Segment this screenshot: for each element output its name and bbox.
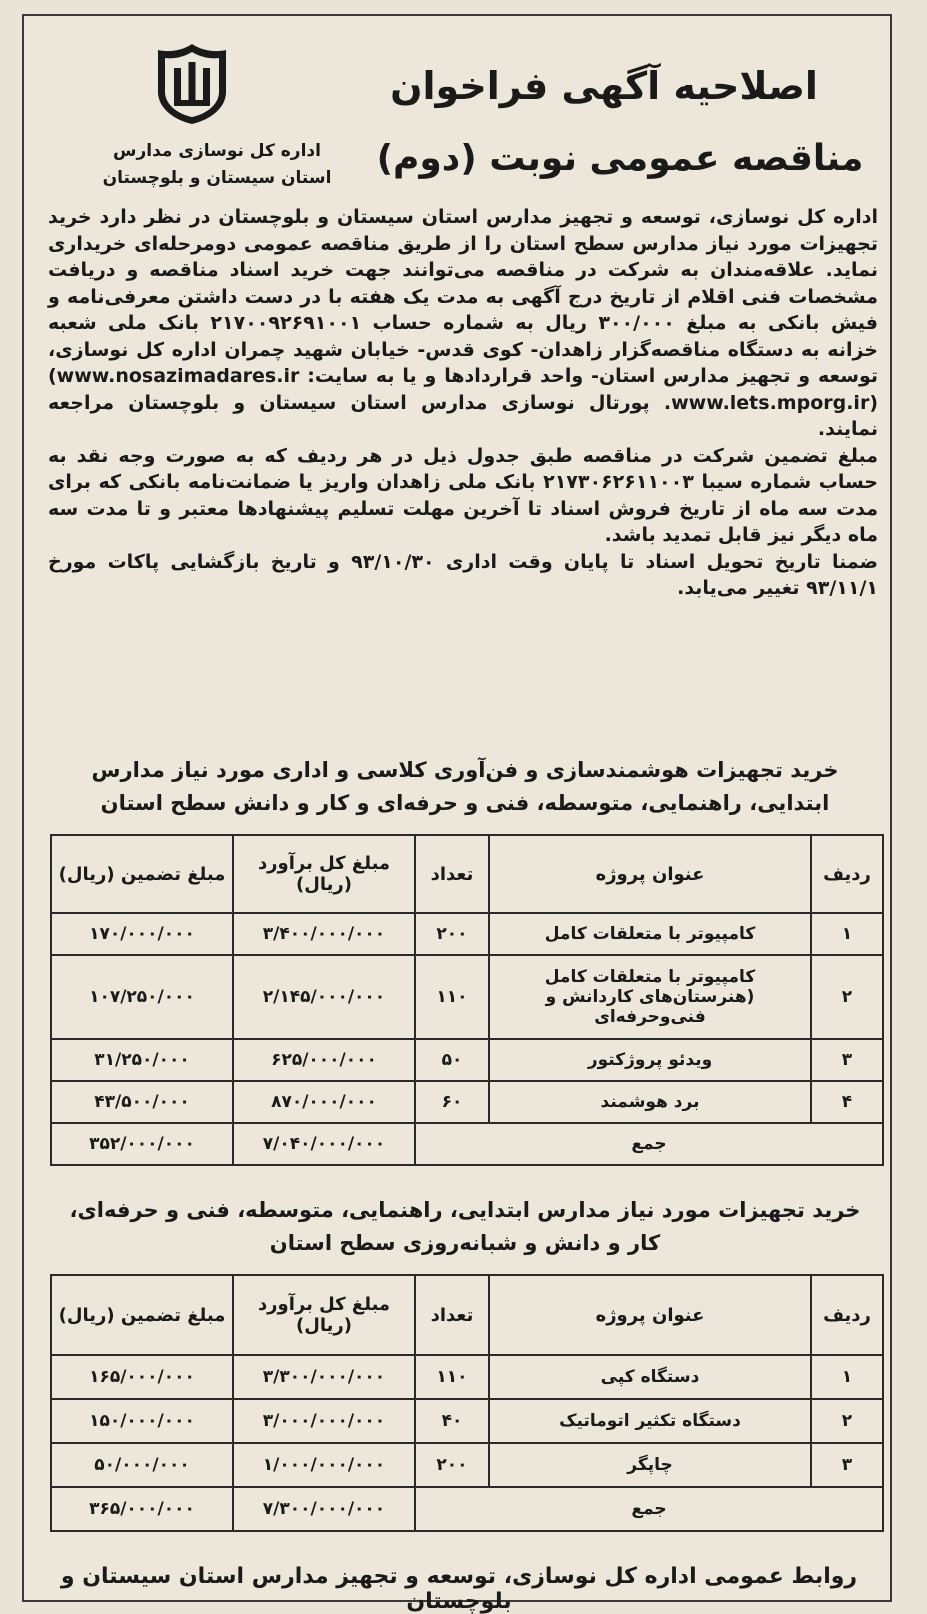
estimate-amount: ۳/۴۰۰/۰۰۰/۰۰۰ [233,913,415,955]
project-title: چاپگر [489,1443,811,1487]
body-paragraph-1 [48,204,878,443]
estimate-amount: ۳/۰۰۰/۰۰۰/۰۰۰ [233,1399,415,1443]
row-no: ۳ [811,1039,883,1081]
guarantee-amount: ۵۰/۰۰۰/۰۰۰ [51,1443,233,1487]
table-total-row [51,1487,883,1531]
quantity: ۲۰۰ [415,1443,489,1487]
notice-page [22,14,892,1614]
total-estimate: ۷/۰۴۰/۰۰۰/۰۰۰ [233,1123,415,1165]
header-row-no: ردیف [811,1275,883,1355]
guarantee-amount: ۱۶۵/۰۰۰/۰۰۰ [51,1355,233,1399]
estimate-amount: ۳/۳۰۰/۰۰۰/۰۰۰ [233,1355,415,1399]
total-guarantee: ۳۶۵/۰۰۰/۰۰۰ [51,1487,233,1531]
total-estimate: ۷/۳۰۰/۰۰۰/۰۰۰ [233,1487,415,1531]
table-row [51,913,883,955]
quantity: ۲۰۰ [415,913,489,955]
website-links: (www.nosazimadares.ir .www.lets.mporg.ir) [48,365,878,414]
guarantee-amount: ۴۳/۵۰۰/۰۰۰ [51,1081,233,1123]
emblem-icon [152,42,232,126]
total-guarantee: ۳۵۲/۰۰۰/۰۰۰ [51,1123,233,1165]
public-relations-footer: روابط عمومی اداره کل نوسازی، توسعه و تجهیز مدارس استان سیستان و بلوچستان [60,1564,858,1614]
table-row [51,1399,883,1443]
table-row [51,1355,883,1399]
notice-title: اصلاحیه آگهی فراخوان [390,64,818,108]
row-no: ۱ [811,1355,883,1399]
paragraph-1-text: اداره کل نوسازی، توسعه و تجهیز مدارس استان سیستان و بلوچستان در نظر دارد خرید تجهیزات مورد نیاز مدارس سطح استان را از طریق مناقصه عمومی دومرحله‌ای خریداری نماید. علاقه‌مندان به شرکت در مناقصه می‌توانند جهت خرید اسناد مناقصه و دریافت مشخصات فنی اقلام از تاریخ درج آگهی به مدت یک هفته با در دست داشتن معرفی‌نامه و فیش بانکی به مبلغ ۳۰۰/۰۰۰ ریال به شماره حساب ۲۱۷۰۰۹۲۶۹۱۰۰۱ بانک ملی شعبه خزانه به دستگاه مناقصه‌گزار زاهدان- کوی قدس- خیابان شهید چمران اداره کل نوسازی، توسعه و تجهیز مدارس استان- واحد قراردادها و یا به سایت: [48,206,878,387]
organization-line-2: استان سیستان و بلوچستان [102,168,332,188]
header-row-no: ردیف [811,835,883,913]
guarantee-amount: ۱۰۷/۲۵۰/۰۰۰ [51,955,233,1039]
body-paragraph-2: مبلغ تضمین شرکت در مناقصه طبق جدول ذیل در هر ردیف که به صورت وجه نقد به حساب شماره سیبا ۲۱۷۳۰۶۲۶۱۱۰۰۳ بانک ملی زاهدان واریز یا ضمانت‌نامه بانکی که برای مدت سه ماه از تاریخ فروش اسناد تا آخرین مهلت تسلیم پیشنهادها معتبر و تا مدت سه ماه دیگر نیز قابل تمدید باشد. [48,444,878,546]
table-row [51,955,883,1039]
quantity: ۱۱۰ [415,955,489,1039]
section-1-title: خرید تجهیزات هوشمندسازی و فن‌آوری کلاسی و اداری مورد نیاز مدارس ابتدایی، راهنمایی، متوسطه، فنی و حرفه‌ای و کار و دانش سطح استان [91,758,839,815]
project-title: دستگاه تکثیر اتوماتیک [489,1399,811,1443]
row-no: ۱ [811,913,883,955]
section-2-title: خرید تجهیزات مورد نیاز مدارس ابتدایی، راهنمایی، متوسطه، فنی و حرفه‌ای، کار و دانش و شبانه‌روزی سطح استان [69,1198,861,1255]
header-estimate: مبلغ کل برآورد (ریال) [233,835,415,913]
paragraph-1-end: پورتال نوسازی مدارس استان سیستان و بلوچستان مراجعه نمایند. [48,391,878,440]
table-total-row [51,1123,883,1165]
tender-table-2 [50,1274,884,1532]
header-guarantee: مبلغ تضمین (ریال) [51,835,233,913]
row-no: ۴ [811,1081,883,1123]
header-quantity: تعداد [415,1275,489,1355]
project-title: برد هوشمند [489,1081,811,1123]
header-guarantee: مبلغ تضمین (ریال) [51,1275,233,1355]
guarantee-amount: ۱۷۰/۰۰۰/۰۰۰ [51,913,233,955]
quantity: ۵۰ [415,1039,489,1081]
estimate-amount: ۸۷۰/۰۰۰/۰۰۰ [233,1081,415,1123]
row-no: ۲ [811,955,883,1039]
total-label: جمع [415,1123,883,1165]
header-estimate: مبلغ کل برآورد (ریال) [233,1275,415,1355]
estimate-amount: ۱/۰۰۰/۰۰۰/۰۰۰ [233,1443,415,1487]
organization-name [72,138,362,192]
guarantee-amount: ۱۵۰/۰۰۰/۰۰۰ [51,1399,233,1443]
tender-table-1 [50,834,884,1166]
table-row [51,1039,883,1081]
quantity: ۴۰ [415,1399,489,1443]
quantity: ۱۱۰ [415,1355,489,1399]
header-project-title: عنوان پروژه [489,835,811,913]
project-title: کامپیوتر با متعلقات کامل [489,913,811,955]
table-row [51,1443,883,1487]
table-header-row [51,1275,883,1355]
notice-subtitle: مناقصه عمومی نوبت (دوم) [376,138,864,179]
body-paragraph-3: ضمنا تاریخ تحویل اسناد تا پایان وقت اداری ۹۳/۱۰/۳۰ و تاریخ بازگشایی پاکات مورخ ۹۳/۱۱/۱ تغییر می‌یابد. [48,550,878,599]
table-row [51,1081,883,1123]
project-title: دستگاه کپی [489,1355,811,1399]
project-title: کامپیوتر با متعلقات کامل (هنرستان‌های کاردانش و فنی‌وحرفه‌ای [489,955,811,1039]
quantity: ۶۰ [415,1081,489,1123]
notice-header [24,16,894,196]
estimate-amount: ۶۲۵/۰۰۰/۰۰۰ [233,1039,415,1081]
header-quantity: تعداد [415,835,489,913]
row-no: ۲ [811,1399,883,1443]
total-label: جمع [415,1487,883,1531]
estimate-amount: ۲/۱۴۵/۰۰۰/۰۰۰ [233,955,415,1039]
header-project-title: عنوان پروژه [489,1275,811,1355]
project-title: ویدئو پروژکتور [489,1039,811,1081]
organization-line-1: اداره کل نوسازی مدارس [113,141,321,161]
row-no: ۳ [811,1443,883,1487]
notice-body [48,204,878,602]
guarantee-amount: ۳۱/۲۵۰/۰۰۰ [51,1039,233,1081]
table-header-row [51,835,883,913]
